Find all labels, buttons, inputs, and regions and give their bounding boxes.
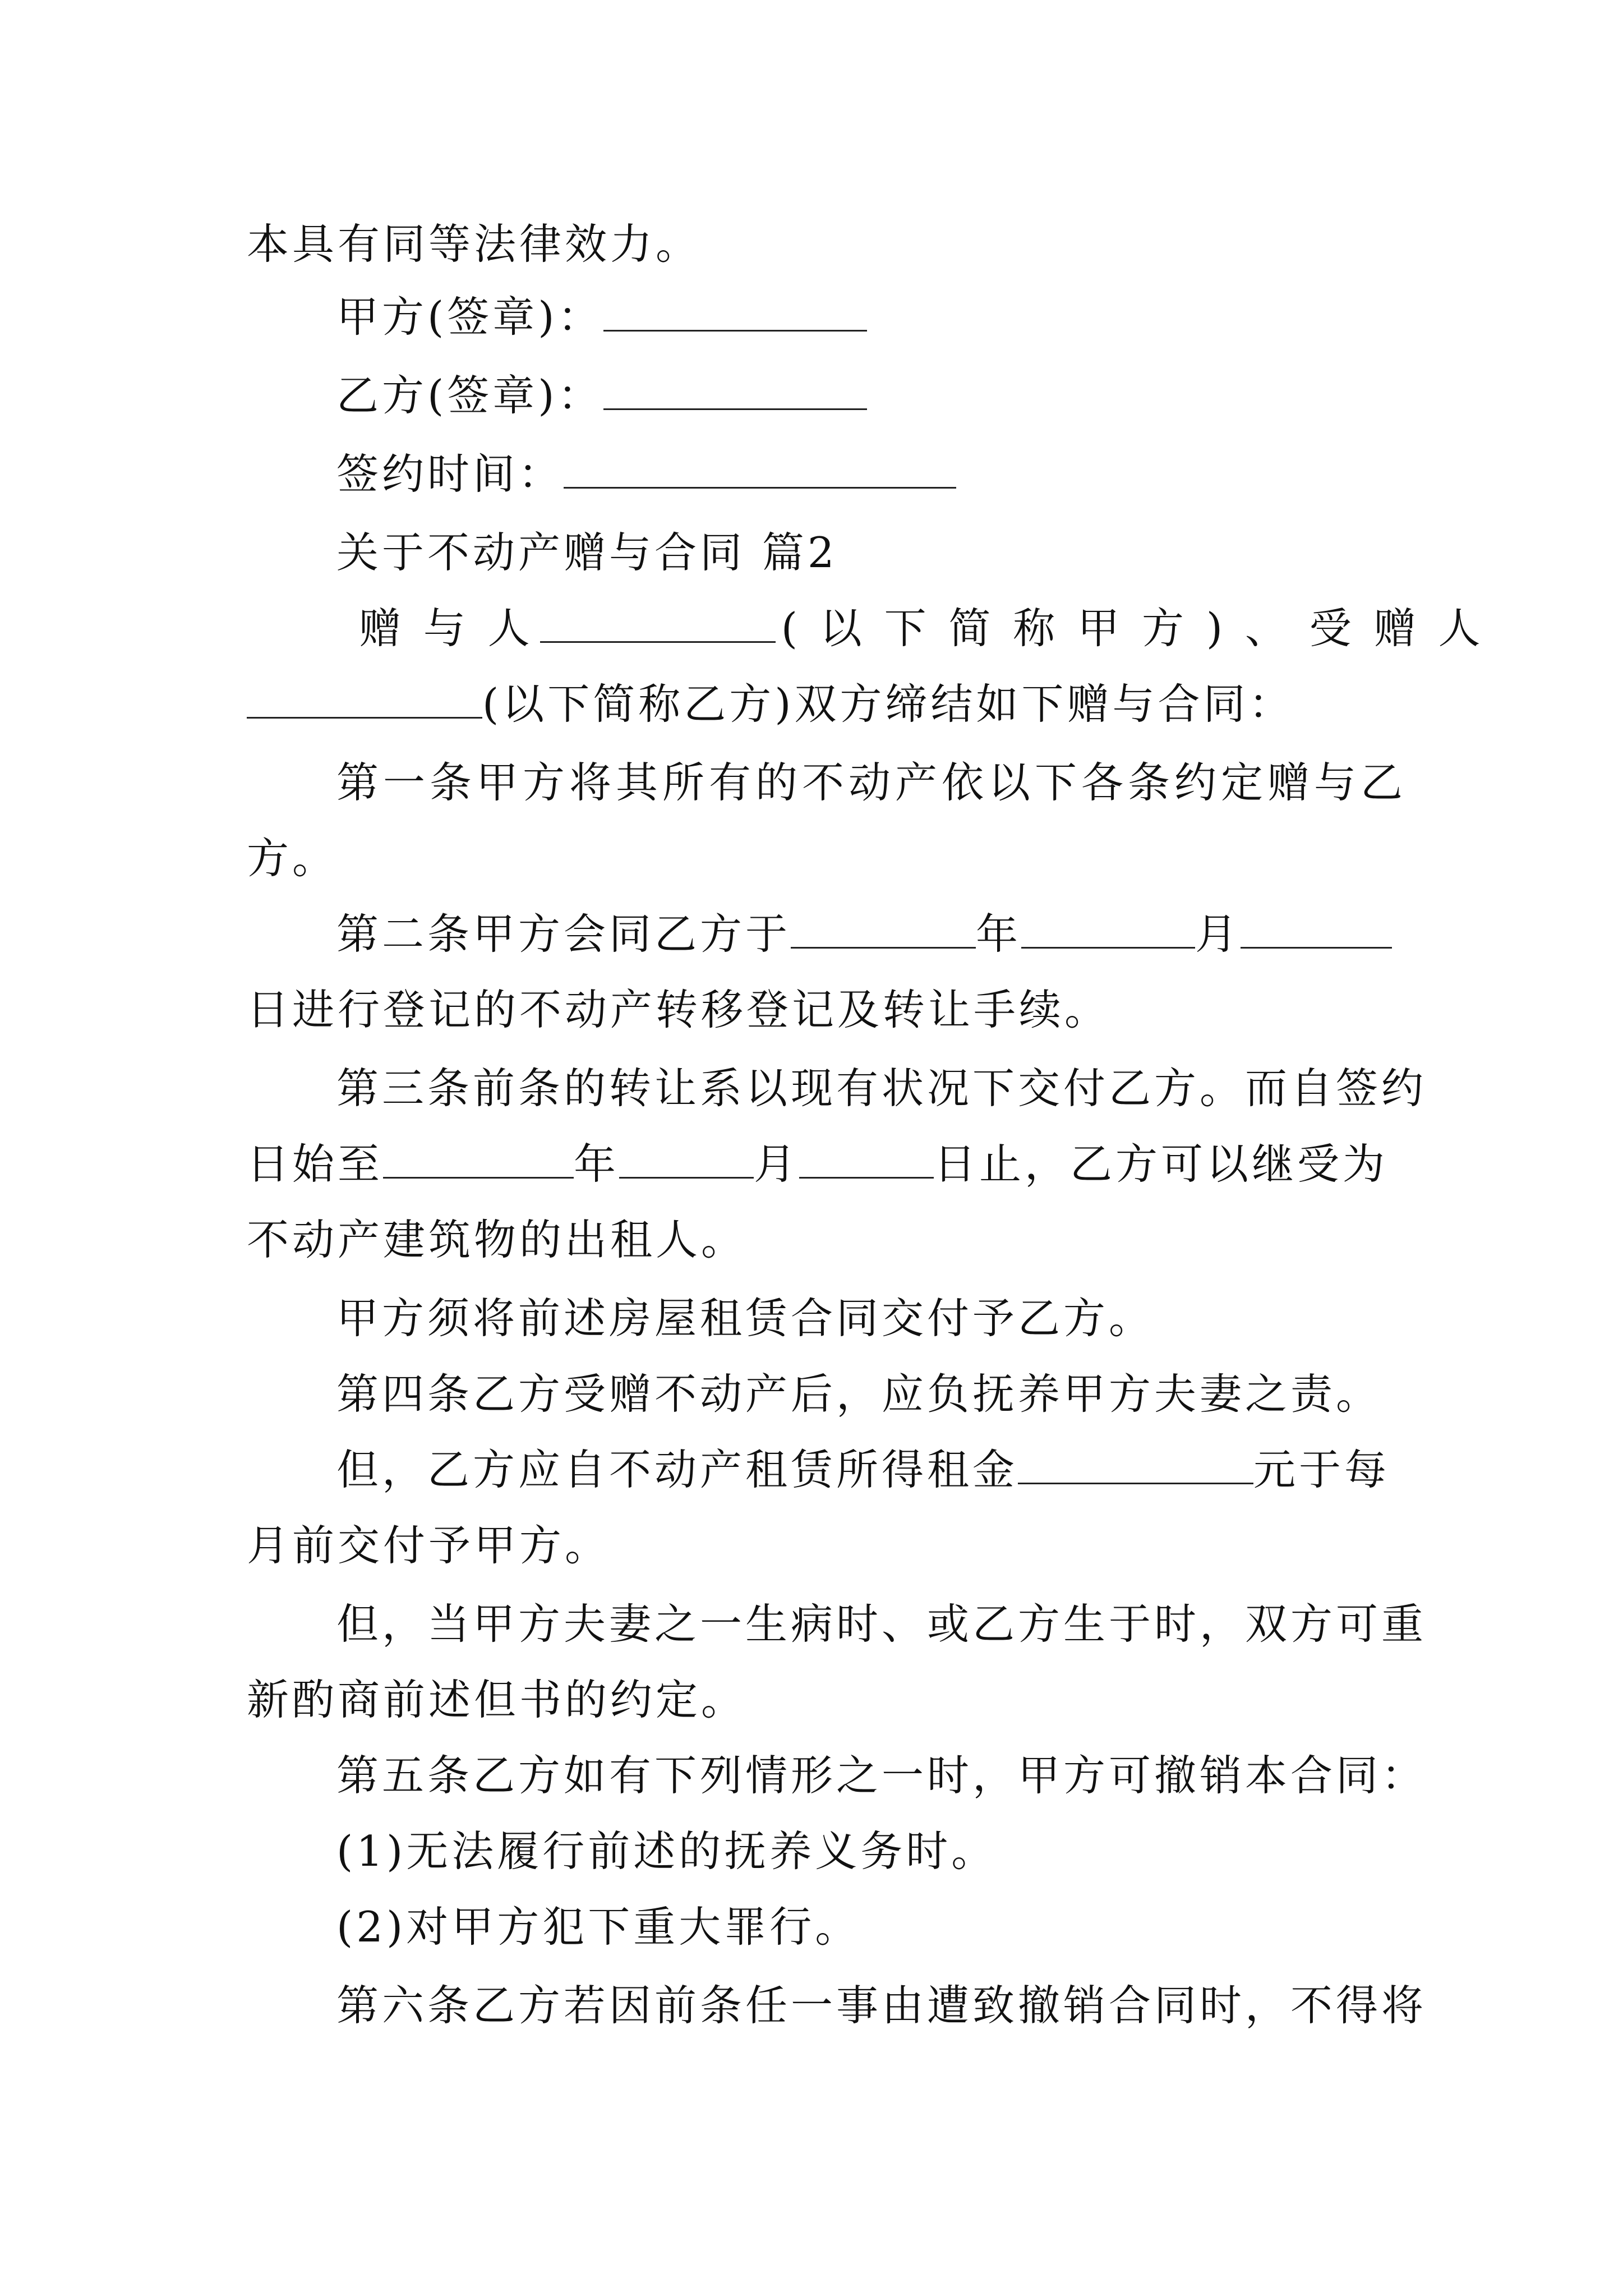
text-line xyxy=(247,1209,746,1271)
blank-field[interactable] xyxy=(799,1138,934,1179)
section-title xyxy=(336,522,838,583)
text-line xyxy=(336,1287,1154,1349)
text: 第六条乙方若因前条任一事由遭致撤销合同时，不得将 xyxy=(336,1981,1427,2030)
text: 月 xyxy=(1195,909,1241,959)
text: 第二条甲方会同乙方于 xyxy=(336,909,791,959)
text: 月 xyxy=(754,1139,800,1189)
text-line xyxy=(336,1745,1427,1806)
text: 第三条前条的转让系以现有状况下交付乙方。而自签约 xyxy=(336,1064,1427,1113)
text: 年 xyxy=(976,909,1022,959)
blank-field[interactable] xyxy=(1241,908,1392,949)
text: 方。 xyxy=(247,834,338,883)
blank-field[interactable] xyxy=(603,291,867,332)
text-line xyxy=(247,979,1110,1041)
label: 甲方(签章)： xyxy=(336,292,603,342)
text-line xyxy=(247,673,1294,735)
blank-field[interactable] xyxy=(247,678,482,719)
text: 赠 与 人 xyxy=(359,604,534,653)
text: 关于不动产赠与合同 篇2 xyxy=(336,528,838,577)
label: 乙方(签章)： xyxy=(336,371,603,420)
list-item xyxy=(336,1820,997,1882)
text: (1)无法履行前述的抚养义务时。 xyxy=(336,1826,997,1876)
text-line xyxy=(247,1515,610,1576)
text-line xyxy=(336,1363,1381,1425)
text: (以下简称乙方)双方缔结如下赠与合同： xyxy=(482,679,1294,729)
text: 第五条乙方如有下列情形之一时，甲方可撤销本合同： xyxy=(336,1751,1427,1800)
text: 但，乙方应自不动产租赁所得租金 xyxy=(336,1445,1018,1494)
text-line xyxy=(247,1669,746,1731)
blank-field[interactable] xyxy=(791,908,976,949)
text: 不动产建筑物的出租人。 xyxy=(247,1215,747,1264)
text: 新酌商前述但书的约定。 xyxy=(247,1675,747,1724)
blank-field[interactable] xyxy=(619,1138,754,1179)
text-line xyxy=(336,1975,1427,2036)
signature-line-party-a xyxy=(336,286,867,348)
text-line xyxy=(336,1439,1390,1501)
text-line xyxy=(247,213,701,275)
text: 日始至 xyxy=(247,1139,384,1189)
text: 年 xyxy=(574,1139,620,1189)
text: 但，当甲方夫妻之一生病时、或乙方生于时，双方可重 xyxy=(336,1599,1427,1649)
text-line xyxy=(336,1593,1427,1655)
blank-field[interactable] xyxy=(1018,1443,1253,1484)
blank-field[interactable] xyxy=(383,1138,574,1179)
blank-field[interactable] xyxy=(603,369,867,410)
blank-field[interactable] xyxy=(564,448,956,489)
text: 第四条乙方受赠不动产后，应负抚养甲方夫妻之责。 xyxy=(336,1369,1382,1419)
text-line xyxy=(247,827,338,889)
text: 月前交付予甲方。 xyxy=(247,1521,611,1570)
text: 第一条甲方将其所有的不动产依以下各条约定赠与乙 xyxy=(336,758,1408,807)
text: 本具有同等法律效力。 xyxy=(247,219,702,269)
text-line xyxy=(247,1133,1388,1195)
label: 签约时间： xyxy=(336,449,564,499)
signature-line-party-b xyxy=(336,365,867,426)
text: 日止，乙方可以继受为 xyxy=(934,1139,1389,1189)
text-line xyxy=(359,597,1484,659)
text-line xyxy=(336,1057,1427,1119)
signing-date-line xyxy=(336,443,956,505)
text-line xyxy=(336,903,1392,965)
blank-field[interactable] xyxy=(540,602,776,643)
list-item xyxy=(336,1896,860,1958)
text: ( 以 下 简 称 甲 方 ) 、 受 赠 人 xyxy=(781,604,1485,653)
text: (2)对甲方犯下重大罪行。 xyxy=(336,1902,861,1952)
text: 元于每 xyxy=(1253,1445,1390,1494)
text-line xyxy=(336,752,1407,813)
blank-field[interactable] xyxy=(1021,908,1195,949)
text: 甲方须将前述房屋租赁合同交付予乙方。 xyxy=(336,1294,1155,1343)
text: 日进行登记的不动产转移登记及转让手续。 xyxy=(247,985,1110,1034)
